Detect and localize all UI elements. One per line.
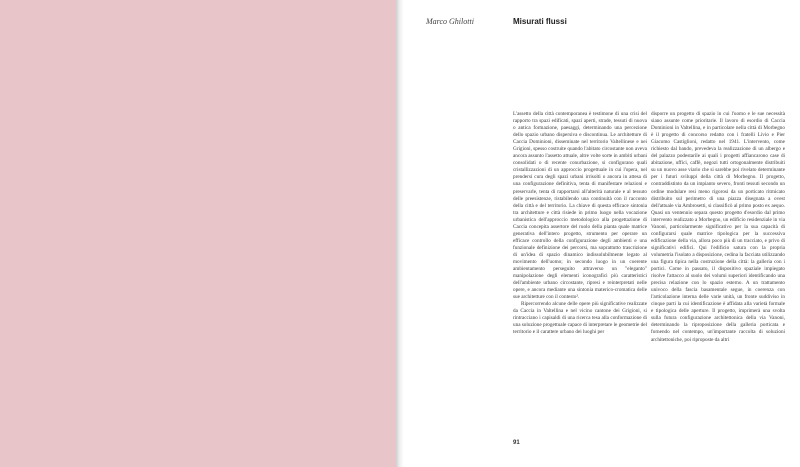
paragraph: disporre un progetto di spazio in cui l'uomo e le sue necessità siano assunte come prioritarie. Il lavoro di esordio di Caccia Dominioni in Valtellina, e in particolare nella città di Morbegno è il progetto di concorso redatto con i fratelli Livio e Pier Giacomo Castiglioni, redatto nel 1941. L'intervento, come richiesto dal bando, prevedeva la realizzazione di un albergo e del palazzo podestarile ai quali i progetti affiancarono case di abitazione, uffici, caffè, negozi tutti ortogonalmente distribuiti su un nuovo asse viario che si sarebbe poi rivelato determinante per i futuri sviluppi della città di Morbegno. Il progetto, contraddistinto da un impianto severo, fronti tessuti secondo un ordine modulare resi meno rigorosi da un porticato ritmicato distribuito sul perimetro di una piazza disegnata a ovest dell'attuale via Ambrosetti, si classificò al primo posto ex aequo. Quasi un ventennio separa questo progetto d'esordio dal primo intervento realizzato a Morbegno, un edificio residenziale in via Vanoni, particolarmente significativo per la sua capacità di configurarsi quale matrice tipologica per la successiva edificazione della via, allora poco più di un tracciato, e privo di significativi edifici. Qui l'edificio satura con la propria volumetria l'isolato a disposizione, cedina la facciata utilizzando una figura tipica nella costruzione della città: la galleria con i portici. Come in passato, il dispositivo spaziale impiegato risolve l'attacco al suolo dei volumi superiori identificando una precisa relazione con lo spazio esterno. A un trattamento univoco della fascia basamentale segue, in coerenza con l'articolazione interna delle varie unità, un fronte suddiviso in cinque parti la cui identificazione è affidata alla varietà formale e tipologica delle aperture. Il progetto, imprimerà una svolta sulla futura configurazione architettonica della via Vanoni, determinando la riproposizione della galleria porticata e fornendo nel contempo, un'importante raccolta di soluzioni architettoniche, poi riproposte da altri <box>651 111 785 343</box>
text-column-right <box>651 111 785 344</box>
running-header-author: Marco Ghilotti <box>426 17 474 26</box>
paragraph: Ripercorrendo alcune delle opere più significative realizzate da Caccia in Valtellina e nel vicino cantone dei Grigioni, si rintracciano i capisaldi di una ricerca tesa alla conformazione di una soluzione progettuale capace di interpretare le geometrie del territorio e il carattere urbano dei luoghi per <box>513 301 647 336</box>
left-page-blank-pink <box>0 0 396 467</box>
page-number: 91 <box>513 440 520 446</box>
text-column-left <box>513 111 647 337</box>
running-header-title: Misurati flussi <box>513 17 567 26</box>
book-gutter <box>396 0 404 467</box>
paragraph: L'assetto della città contemporanea è testimone di una crisi del rapporto tra spazi edificati, spazi aperti, strade, tessuti di nuova o antica formazione, paesaggi, determinando una percezione dello spazio urbano dispersiva e discontinua. Le architetture di Caccia Dominioni, disseminate nel territorio Valtellinese e nei Grigioni, spesso costruite quando l'abitato circostante non aveva ancora assunto l'assetto attuale, altre volte sorte in ambiti urbani consolidati o di recente conurbazione, si configurano quali cristallizzazioni di un approccio progettuale in cui l'opera, nel prendersi cura degli spazi urbani irrisolti o ancora in attesa di una configurazione definitiva, tenta di manifestare relazioni e preservarle, tenta di rapportarsi all'alterità naturale e al tessuto delle preesistenze, ristabilendo una continuità con il racconto della città e del territorio. La chiave di questa efficace sintonia tra architetture e città risiede in primo luogo nella vocazione urbanistica dell'approccio metodologico alla progettazione di Caccia concepita assertore del ruolo della pianta quale matrice generativa dell'intero progetto, strumento per operare un efficace controllo della configurazione degli ambienti e una funzionale definizione dei percorsi, ma soprattutto trascrizione di un'idea di spazio dinamico indissolubilmente legato al movimento dell'uomo; in secondo luogo in un coerente ambientamento perseguito attraverso un "eleganto" manipolazione degli elementi iconografici più caratteristici dell'ambiente urbano circostante, ripresi e reinterpretati nelle opere, e ancora mediante una sintonia materico-cromatica delle sue architetture con il contesto². <box>513 111 647 301</box>
